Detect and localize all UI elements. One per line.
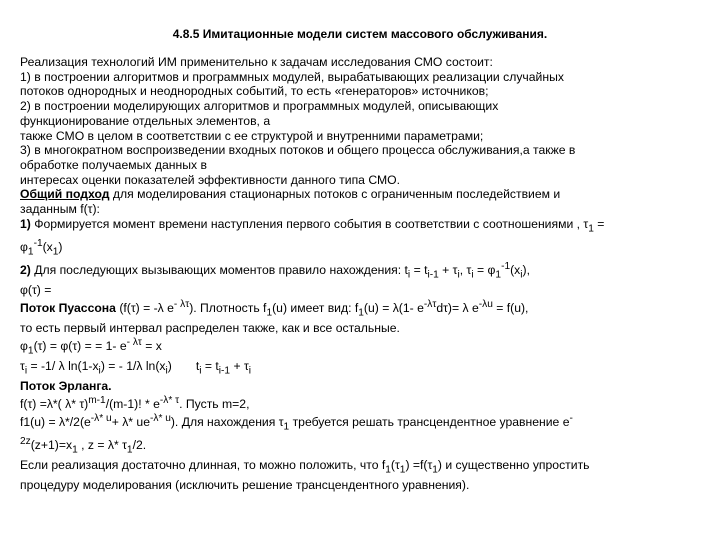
text-line: потоков однородных и неоднородных событий, то есть «генераторов» источников;	[20, 84, 489, 99]
erlang-heading: Поток Эрланга.	[20, 379, 112, 394]
text-line: процедуру моделирования (исключить решение трансцендентного уравнения).	[20, 478, 470, 493]
step-1-line: 1) Формируется момент времени наступления первого события в соответствии с соотношениями , $\tau_1$ =	[20, 216, 605, 235]
formula-line: $^{2z}(z+1)=x_1$ , z = λ* $\tau_1/2$.	[20, 435, 147, 456]
formula-line: φ(τ) =	[20, 283, 52, 298]
text-line: 2) в построении моделирующих алгоритмов и программных модулей, описывающих	[20, 99, 499, 114]
text-line: интересах оценки показателей эффективности данного типа СМО.	[20, 172, 401, 187]
page-title: 4.8.5 Имитационные модели систем массового обслуживания.	[172, 27, 548, 41]
text-line: Реализация технологий ИМ применительно к задачам исследования СМО состоит:	[20, 55, 493, 69]
text-line: обработке получаемых данных в	[20, 157, 207, 172]
general-approach-line: Общий подход для моделирования стационарных потоков с ограниченным последействием и	[20, 187, 561, 202]
text-line: 3) в многократном воспроизведении входных потоков и общего процесса обслуживания,а также в	[20, 143, 576, 158]
formula-line: $\varphi_1(\tau) = \varphi(\tau)$ = = 1- $e^{- \lambda\tau} = x$	[20, 336, 162, 357]
poisson-heading: Поток Пуассона	[20, 301, 116, 316]
text-line: заданным f(τ):	[20, 202, 100, 217]
document-body	[20, 55, 714, 493]
formula-line: $\varphi_1^{-1}(x_1)$	[20, 237, 63, 258]
formula-line: f(τ) =λ*( λ* τ)$^{m-1}$/(m-1)! * $e^{-\lambda* \tau}$. Пусть m=2,	[20, 394, 250, 411]
text-line: то есть первый интервал распределен также, как и все остальные.	[20, 321, 400, 336]
text-line: функционирование отдельных элементов, а	[20, 113, 271, 128]
text-line: также СМО в целом в соответствии с ее структурой и внутренними параметрами;	[20, 128, 484, 143]
formula-line: $f1(u) = \lambda*/2(e^{-\lambda* u}+ \lambda*$ $ue^{-\lambda* u}$). Для нахождения $\tau_1$ требуется решать трансцендентное уравнение e-	[20, 412, 573, 433]
formula-line: $\tau_i = -1/$ λ $\ln(1-x_i)$ = - 1/λ $\ln(x_i) t_i = t_{i-1} + \tau_i$	[20, 359, 252, 377]
text-line: Если реализация достаточно длинная, то можно положить, что $f_1(\tau_1) =f(\tau_1)$ и существенно упростить	[20, 458, 590, 476]
text-line: 1) в построении алгоритмов и программных модулей, вырабатывающих реализации случайных	[20, 69, 564, 84]
step-2-line: 2) Для последующих вызывающих моментов правило нахождения: $t_i = t_{i-1} + \tau_i$, $\tau_i = \varphi_1^{-1}(x_i)$,	[20, 261, 530, 281]
poisson-line: Поток Пуассона (f(τ) = -λ $e^{- \lambda\tau}$). Плотность $f_1(u)$ имеет вид: $f_1(u) = \lambda(1-$ $e^{-\lambda\tau}d\tau)= \lambda$ $e^{-\lambda u} = f(u)$,	[20, 298, 529, 319]
general-approach-heading: Общий подход	[20, 187, 110, 202]
